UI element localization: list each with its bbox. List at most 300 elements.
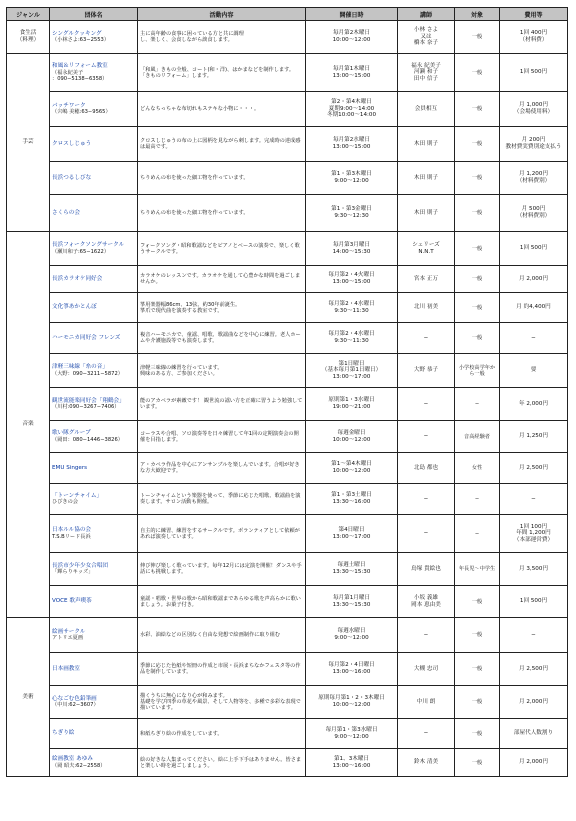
lecturer-cell xyxy=(398,686,455,719)
fee-text: （材料費） xyxy=(519,37,548,43)
datetime-text: 10:00〜12:00 xyxy=(332,468,371,474)
fee-cell xyxy=(500,453,568,484)
datetime-cell xyxy=(306,232,398,266)
fee-text: − xyxy=(531,631,536,638)
fee-cell xyxy=(500,553,568,586)
lecturer-name: 木田 則子 xyxy=(413,209,439,216)
fee-cell xyxy=(500,484,568,515)
lecturer-cell xyxy=(398,293,455,323)
target-cell xyxy=(455,195,500,232)
activity-text: 水彩、油絵などの区別なく自由な発想で絵画制作に取り組む xyxy=(140,632,281,638)
target-cell xyxy=(455,686,500,719)
datetime-cell xyxy=(306,162,398,195)
table-row xyxy=(7,266,568,293)
target-text: 一般 xyxy=(471,245,483,252)
datetime-cell xyxy=(306,686,398,719)
activity-cell xyxy=(138,354,306,388)
group-name-cell xyxy=(50,749,138,777)
group-name: 歌い隊グループ xyxy=(52,430,91,437)
header-genre: ジャンル xyxy=(7,8,50,21)
datetime-text: 毎月第2水曜日 xyxy=(332,137,371,144)
fee-cell xyxy=(500,686,568,719)
fee-text: 月 500円 xyxy=(521,206,546,213)
lecturer-name: − xyxy=(423,631,429,638)
group-name: 「トーンチャイム」 xyxy=(52,492,103,499)
activity-text: クロスしじゅうの布の上に図柄を見ながら刺します。完成時の達成感は最高です。 xyxy=(140,138,301,150)
target-cell xyxy=(455,553,500,586)
header-group-name: 団体名 xyxy=(50,8,138,21)
lecturer-name: 岡本 恵由美 xyxy=(411,601,441,608)
fee-text: 月 3,500円 xyxy=(519,565,548,572)
group-name: 絵画教室 あゆみ xyxy=(52,756,93,763)
activity-cell xyxy=(138,719,306,749)
table-row xyxy=(7,586,568,618)
activity-text: どんなちっちゃな布切れもステキな小物に・・・。 xyxy=(140,106,260,112)
datetime-cell xyxy=(306,453,398,484)
datetime-cell xyxy=(306,92,398,127)
target-text: 一般 xyxy=(471,175,483,181)
datetime-text: 第1・第3土曜日 xyxy=(331,492,372,499)
fee-cell xyxy=(500,293,568,323)
table-row xyxy=(7,653,568,686)
genre-label: （料理） xyxy=(16,37,40,43)
lecturer-name: 中川 朗 xyxy=(416,698,436,705)
datetime-text: 13:00〜15:00 xyxy=(332,279,371,285)
datetime-text: 第1・第3木曜日 xyxy=(331,171,372,178)
group-name-cell xyxy=(50,54,138,92)
datetime-text: 夏期9:00〜14:00 xyxy=(328,105,375,112)
table-row xyxy=(7,453,568,484)
target-cell xyxy=(455,653,500,686)
target-cell xyxy=(455,21,500,54)
group-contact: （岡 昭夫:62−2558） xyxy=(52,762,106,769)
target-cell xyxy=(455,453,500,484)
group-name-cell xyxy=(50,586,138,618)
table-row xyxy=(7,21,568,54)
datetime-text: 9:00〜12:00 xyxy=(334,635,369,641)
datetime-cell xyxy=(306,719,398,749)
lecturer-cell xyxy=(398,586,455,618)
header-activity: 活動内容 xyxy=(138,8,306,21)
target-cell xyxy=(455,127,500,162)
target-cell xyxy=(455,92,500,127)
activity-cell xyxy=(138,653,306,686)
activity-text: ちりめんの布を使った細工物を作っています。 xyxy=(140,175,249,181)
datetime-text: 14:00〜15:30 xyxy=(332,248,371,255)
target-cell xyxy=(455,388,500,421)
lecturer-name: 北川 初美 xyxy=(413,304,439,311)
lecturer-cell xyxy=(398,453,455,484)
datetime-text: 毎月第2木曜日 xyxy=(332,30,371,37)
datetime-text: 原則第1・3水曜日 xyxy=(328,397,375,404)
activity-cell xyxy=(138,515,306,553)
lecturer-name: 会員相互 xyxy=(414,105,438,112)
datetime-cell xyxy=(306,484,398,515)
activity-cell xyxy=(138,618,306,653)
target-cell xyxy=(455,484,500,515)
group-name-cell xyxy=(50,388,138,421)
activity-cell xyxy=(138,586,306,618)
group-name: ちぎり絵 xyxy=(52,730,75,737)
fee-cell xyxy=(500,515,568,553)
datetime-text: 第1、3木曜日 xyxy=(333,755,370,762)
datetime-cell xyxy=(306,293,398,323)
lecturer-cell xyxy=(398,388,455,421)
datetime-text: 13:30〜15:30 xyxy=(332,601,371,608)
lecturer-name: 鈴木 清美 xyxy=(413,759,439,766)
lecturer-cell xyxy=(398,232,455,266)
fee-text: 1回 500円 xyxy=(519,69,548,76)
datetime-text: 毎週金曜日 xyxy=(337,429,366,436)
table-row xyxy=(7,92,568,127)
fee-cell xyxy=(500,54,568,92)
fee-cell xyxy=(500,232,568,266)
fee-text: 月 2,500円 xyxy=(519,464,548,471)
datetime-cell xyxy=(306,21,398,54)
activity-text: 季節に応じた色紙や短冊の作成と市展・長浜まちなかフェスタ等の作品を制作しています。 xyxy=(140,663,301,675)
group-name: ハーモニカ同好会 フレンズ xyxy=(52,334,121,341)
group-name: 日本ルル協の会 xyxy=(52,527,92,534)
lecturer-cell xyxy=(398,21,455,54)
datetime-text: 10:00〜12:00 xyxy=(332,436,371,443)
fee-text: （本部運営費） xyxy=(513,536,554,543)
group-name-cell xyxy=(50,92,138,127)
group-contact: T.S.Bリード長浜 xyxy=(52,533,91,540)
target-cell xyxy=(455,293,500,323)
datetime-cell xyxy=(306,54,398,92)
genre-cell xyxy=(7,21,50,54)
genre-label: 音楽 xyxy=(22,421,34,428)
group-name-cell xyxy=(50,515,138,553)
target-cell xyxy=(455,354,500,388)
target-cell xyxy=(455,323,500,354)
lecturer-cell xyxy=(398,421,455,453)
fee-text: 月 1,200円 xyxy=(519,171,548,178)
datetime-text: 第4日曜日 xyxy=(338,526,365,533)
datetime-cell xyxy=(306,553,398,586)
lecturer-name: 河瀬 和子 xyxy=(413,69,439,76)
fee-text: 1回 500円 xyxy=(519,598,548,605)
lecturer-name: 福永 紀美子 xyxy=(411,62,441,69)
genre-label: 手芸 xyxy=(22,139,34,146)
activity-text: 複音ハーモニカで、童謡、唱歌、歌謡曲などを中心に練習。老人ホームや介護施設等でも演奏します。 xyxy=(140,332,301,344)
activity-text: 箏用楽器幅86cm、13弦、約30年前誕生。 xyxy=(140,301,241,308)
table-row xyxy=(7,54,568,92)
group-name-cell xyxy=(50,421,138,453)
target-cell xyxy=(455,515,500,553)
datetime-text: 19:00〜21:00 xyxy=(332,404,371,410)
lecturer-cell xyxy=(398,653,455,686)
activity-cell xyxy=(138,388,306,421)
activity-text: 童謡・唱歌・世界の歌から昭和歌謡まであらゆる歌を声高らかに歌いましょう。お菓子付き。 xyxy=(140,595,301,608)
fee-text: 月 2,000円 xyxy=(519,698,548,705)
target-cell xyxy=(455,162,500,195)
activity-cell xyxy=(138,266,306,293)
genre-label: 美術 xyxy=(22,693,34,700)
activity-cell xyxy=(138,92,306,127)
target-cell xyxy=(455,232,500,266)
datetime-cell xyxy=(306,388,398,421)
group-contact: （岡田：080−1446−3826） xyxy=(52,436,123,443)
group-name-cell xyxy=(50,553,138,586)
datetime-text: 第2・第4木曜日 xyxy=(331,99,372,106)
table-row xyxy=(7,127,568,162)
datetime-cell xyxy=(306,266,398,293)
group-name-cell xyxy=(50,266,138,293)
group-contact: （瀬川和子:65−1622） xyxy=(52,248,110,255)
genre-cell xyxy=(7,54,50,232)
lecturer-name: 橋本 奈子 xyxy=(413,40,439,47)
group-name-cell xyxy=(50,618,138,653)
group-name: VOCE 歌声喫茶 xyxy=(52,598,92,605)
lecturer-name: 木田 則子 xyxy=(413,174,439,181)
table-row xyxy=(7,484,568,515)
datetime-text: 10:00〜12:00 xyxy=(332,37,371,43)
lecturer-name: − xyxy=(423,433,429,440)
fee-text: 1回 400円 xyxy=(519,30,548,37)
lecturer-cell xyxy=(398,162,455,195)
activity-cell xyxy=(138,453,306,484)
fee-text: 要 xyxy=(530,367,537,374)
activity-text: コーラスや合唱、ソロ演奏等を日々練習して年1回の定期演奏会の開催を目指します。 xyxy=(140,430,299,443)
activity-cell xyxy=(138,54,306,92)
lecturer-name: − xyxy=(423,530,429,537)
table-row xyxy=(7,388,568,421)
table-row xyxy=(7,749,568,777)
group-name-cell xyxy=(50,293,138,323)
group-name-cell xyxy=(50,162,138,195)
datetime-cell xyxy=(306,127,398,162)
lecturer-name: 又は xyxy=(420,33,432,40)
target-text: 一般 xyxy=(471,632,483,638)
datetime-text: 第1〜第4木曜日 xyxy=(331,461,372,468)
group-name-cell xyxy=(50,354,138,388)
datetime-text: 毎月第2・4火曜日 xyxy=(328,272,375,279)
lecturer-name: 大槻 忠司 xyxy=(413,665,439,672)
target-text: 一般 xyxy=(471,598,483,605)
lecturer-name: 小坂 義雄 xyxy=(413,594,439,601)
activity-text: カラオケのレッスンです。カラオケを通して心豊かな時間を過ごしませんか。 xyxy=(140,273,301,285)
fee-text: 部屋代人数割り xyxy=(513,730,554,737)
lecturer-name: − xyxy=(423,495,429,502)
lecturer-name: N.N.T xyxy=(418,248,434,255)
table-row xyxy=(7,719,568,749)
activity-cell xyxy=(138,484,306,515)
genre-cell xyxy=(7,232,50,618)
fee-cell xyxy=(500,127,568,162)
group-name: パッチワーク xyxy=(52,102,86,109)
activity-text: 自主的に練習、練習をするサークルです。ボランティアとして依頼があれば演奏しています。 xyxy=(140,527,300,540)
target-cell xyxy=(455,586,500,618)
activity-cell xyxy=(138,323,306,354)
activity-text: 「きものリフォーム」します。 xyxy=(140,72,212,79)
datetime-text: 13:00〜17:00 xyxy=(332,533,371,540)
fee-cell xyxy=(500,323,568,354)
target-text: 音高経験者 xyxy=(464,433,490,440)
group-name-cell xyxy=(50,653,138,686)
datetime-text: 13:00〜15:00 xyxy=(332,72,371,79)
lecturer-cell xyxy=(398,719,455,749)
fee-text: 月 約4,400円 xyxy=(516,304,551,311)
activity-text: 箏爪で現代曲を演奏する教室です。 xyxy=(140,307,223,314)
lecturer-cell xyxy=(398,266,455,293)
lecturer-name: 宮本 正万 xyxy=(413,275,439,282)
datetime-text: 13:00〜16:00 xyxy=(332,669,371,675)
group-name: 和風＆リフォーム教室 xyxy=(52,63,108,70)
fee-cell xyxy=(500,162,568,195)
table-row xyxy=(7,293,568,323)
datetime-text: 9:30〜11:30 xyxy=(334,307,369,314)
fee-text: （会場使用料） xyxy=(513,109,554,115)
group-name-cell xyxy=(50,686,138,719)
fee-cell xyxy=(500,21,568,54)
fee-cell xyxy=(500,719,568,749)
activity-text: 描くうちに無心になり心が和みます。 xyxy=(140,693,228,699)
target-text: 一般 xyxy=(471,730,483,737)
group-name: さくらの会 xyxy=(52,209,80,216)
table-row xyxy=(7,421,568,453)
datetime-text: 毎月第1・第3水曜日 xyxy=(325,726,378,733)
activity-text: ちりめんの布を使った細工物を作っています。 xyxy=(140,210,249,216)
genre-cell xyxy=(7,618,50,777)
group-name: 津軽三味線「糸の音」 xyxy=(52,364,108,371)
fee-cell xyxy=(500,586,568,618)
target-text: 年長児〜中学生 xyxy=(458,566,496,572)
activity-cell xyxy=(138,686,306,719)
activity-text: し、楽しく、会食しながら談食します。 xyxy=(140,37,233,43)
lecturer-cell xyxy=(398,195,455,232)
lecturer-cell xyxy=(398,515,455,553)
target-text: 一般 xyxy=(471,210,483,216)
group-contact: （中川:62−3607） xyxy=(52,702,99,709)
group-contact: 「輝らりキッズ」 xyxy=(52,569,94,576)
group-name: 絵画サークル xyxy=(52,628,86,635)
group-name-cell xyxy=(50,484,138,515)
fee-cell xyxy=(500,749,568,777)
group-name: 日本画教室 xyxy=(52,665,80,672)
genre-label: 食生活 xyxy=(19,30,37,37)
activity-cell xyxy=(138,553,306,586)
datetime-text: 9:00〜12:00 xyxy=(334,733,369,740)
fee-cell xyxy=(500,618,568,653)
group-name-cell xyxy=(50,195,138,232)
fee-text: − xyxy=(531,495,536,502)
lecturer-name: 田中 信子 xyxy=(413,75,439,82)
fee-text: （材料費別） xyxy=(516,213,551,219)
lecturer-name: 木田 則子 xyxy=(413,140,439,147)
fee-text: 年間 1,200円 xyxy=(516,530,551,537)
fee-text: 教材費実費別途支払う xyxy=(505,144,562,150)
activity-text: 津軽三味線の練習を行っています。 xyxy=(140,364,223,371)
table-body xyxy=(7,21,568,777)
activity-text: 伸び伸び楽しく歌っています。毎年12月には定演を開催！ダンスや手話にも挑戦します。 xyxy=(140,563,302,575)
target-text: 一般 xyxy=(471,106,483,112)
datetime-text: 毎週水曜日 xyxy=(337,628,366,635)
lecturer-name: − xyxy=(423,730,429,737)
table-row xyxy=(7,618,568,653)
header-lecturer: 講師 xyxy=(398,8,455,21)
activity-text: 興味のある方、ご参加ください。 xyxy=(140,370,218,377)
fee-cell xyxy=(500,653,568,686)
target-cell xyxy=(455,266,500,293)
datetime-cell xyxy=(306,323,398,354)
activity-cell xyxy=(138,195,306,232)
datetime-text: 毎月第1木曜日 xyxy=(332,65,371,72)
target-text: 一般 xyxy=(471,69,483,76)
datetime-text: 9:00〜12:00 xyxy=(334,178,369,184)
datetime-text: 毎月第2・4水曜日 xyxy=(328,300,375,307)
table-row xyxy=(7,354,568,388)
datetime-text: 9:30〜11:30 xyxy=(334,338,369,344)
fee-text: 月 2,000円 xyxy=(519,275,548,282)
target-text: 一般 xyxy=(471,699,483,705)
table-row xyxy=(7,162,568,195)
group-name: EMU Singers xyxy=(52,464,88,471)
target-text: 一般 xyxy=(471,759,483,766)
target-cell xyxy=(455,618,500,653)
lecturer-name: シェリーズ xyxy=(412,241,440,248)
target-text: 小学校高学年から一般 xyxy=(458,364,496,377)
group-name-cell xyxy=(50,453,138,484)
datetime-text: 9:30〜12:30 xyxy=(334,213,369,219)
activity-cell xyxy=(138,421,306,453)
datetime-text: 13:00〜15:00 xyxy=(332,144,371,150)
activity-cell xyxy=(138,749,306,777)
table-row xyxy=(7,232,568,266)
group-contact: （福永紀美子 xyxy=(52,69,84,76)
activity-cell xyxy=(138,293,306,323)
group-name: 文化箏あかとんぼ xyxy=(52,304,97,311)
datetime-text: 毎月第1月曜日 xyxy=(332,594,371,601)
group-name-cell xyxy=(50,719,138,749)
target-text: 女性 xyxy=(471,465,483,471)
activity-text: ア・カペラ作品を中心にアンサンブルを楽しんでいます。合唱が好きな方大歓迎です。 xyxy=(140,462,300,474)
group-name-cell xyxy=(50,232,138,266)
fee-cell xyxy=(500,354,568,388)
group-name-cell xyxy=(50,21,138,54)
datetime-cell xyxy=(306,195,398,232)
datetime-cell xyxy=(306,421,398,453)
datetime-text: 第1・第3金曜日 xyxy=(331,206,372,213)
group-name: 長浜フォークソングサークル xyxy=(52,242,125,249)
club-activity-sheet xyxy=(6,7,567,813)
header-row xyxy=(7,8,568,21)
datetime-text: 第1日曜日 xyxy=(338,360,365,367)
fee-text: 月 2,500円 xyxy=(519,665,548,672)
datetime-cell xyxy=(306,749,398,777)
header-datetime: 開催日時 xyxy=(306,8,398,21)
fee-text: 1回 100円 xyxy=(519,523,548,530)
datetime-text: 原則毎月第1・2・3木曜日 xyxy=(318,695,385,702)
datetime-text: （基本毎月第1日曜日） xyxy=(321,367,382,374)
fee-text: 月 2,000円 xyxy=(519,759,548,766)
lecturer-cell xyxy=(398,354,455,388)
group-name-cell xyxy=(50,127,138,162)
target-text: 一般 xyxy=(471,666,483,672)
target-text: 一般 xyxy=(471,34,483,40)
target-cell xyxy=(455,421,500,453)
fee-cell xyxy=(500,388,568,421)
table-row xyxy=(7,686,568,719)
fee-text: （材料費別） xyxy=(516,178,551,184)
datetime-text: 13:30〜16:00 xyxy=(332,499,371,505)
group-contact: ：090−5138−6358） xyxy=(52,75,108,82)
group-contact: （川村:090−3267−7406） xyxy=(52,404,120,411)
datetime-text: 毎月第2・4水曜日 xyxy=(328,331,375,338)
lecturer-cell xyxy=(398,127,455,162)
group-name: 長浜つるしびな xyxy=(52,174,92,181)
target-text: 一般 xyxy=(471,276,483,282)
